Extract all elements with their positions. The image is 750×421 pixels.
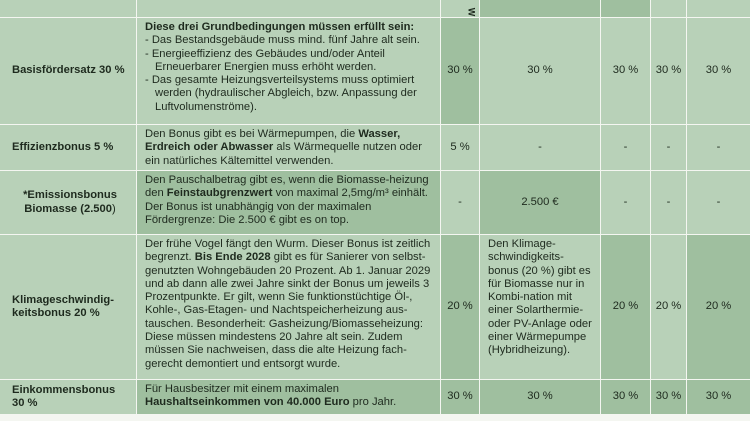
desc-text: als Wärmequelle nutzen oder ein natürliches Kältemittel verwenden. [145, 141, 422, 167]
value-cell: 30 % [601, 18, 650, 124]
value-cell: 30 % [480, 18, 600, 124]
row-label-text: Klimageschwindig-keitsbonus 20 % [12, 293, 114, 319]
value-cell: - [651, 171, 686, 234]
value-cell: 5 % [441, 125, 479, 170]
row-desc-effizienz [137, 125, 440, 170]
desc-text: Den Bonus gibt es bei Wärmepumpen, die [145, 128, 359, 140]
row-label-text: *Emissionsbonus [23, 189, 117, 202]
row-desc-basis [137, 18, 440, 124]
desc-item: - Das Bestandsgebäude muss mind. fünf Jahre alt sein. [145, 34, 420, 47]
desc-title: Diese drei Grundbedingungen müssen erfüllt sein: [145, 21, 415, 33]
header-col-1: W [441, 0, 479, 17]
value-cell: 30 % [441, 380, 479, 414]
value-cell: - [601, 171, 650, 234]
header-label-cell [0, 0, 136, 17]
value-cell: 30 % [601, 380, 650, 414]
value-cell: 30 % [651, 18, 686, 124]
value-cell: 30 % [651, 380, 686, 414]
value-cell: Den Klimage-schwindigkeits-bonus (20 %) gibt es für Biomasse nur in Kombi-nation mit einer Solarthermie- oder PV-Anlage oder einer Wärmepumpe (Hybridheizung). [480, 235, 600, 379]
header-col-5 [687, 0, 750, 17]
value-cell: 20 % [601, 235, 650, 379]
desc-item: - Das gesamte Heizungsverteilsystems muss optimiert werden (hydraulischer Abgleich, bzw. Anpassung der Luftvolumenströme). [145, 74, 417, 113]
header-col-2 [480, 0, 600, 17]
desc-text: Der frühe Vogel fängt den Wurm. Dieser Bonus ist zeitlich begrenzt. [145, 238, 431, 264]
value-cell: 20 % [687, 235, 750, 379]
header-desc-cell [137, 0, 440, 17]
row-label-emission [0, 171, 136, 234]
value-cell: 20 % [441, 235, 479, 379]
value-cell: - [480, 125, 600, 170]
row-label-text: Basisfördersatz 30 % [12, 64, 125, 77]
value-cell: 20 % [651, 235, 686, 379]
row-label-klima [0, 235, 136, 379]
desc-text: von maximal 2,5mg/m³ einhält. Der Bonus ist unabhängig von der maximalen Fördergrenze: Die 2.500 € gibt es on top. [145, 187, 428, 226]
value-cell: 30 % [687, 380, 750, 414]
header-col-4 [651, 0, 686, 17]
desc-item: - Energieeffizienz des Gebäudes und/oder Anteil Erneuerbarer Energien muss erhöht werden. [145, 47, 385, 73]
desc-text: Für Hausbesitzer mit einem maximalen [145, 383, 339, 395]
value-cell: 30 % [687, 18, 750, 124]
row-label-einkommen [0, 380, 136, 414]
row-desc-emission [137, 171, 440, 234]
row-label-effizienz [0, 125, 136, 170]
desc-highlight: Haushaltseinkommen von 40.000 Euro [145, 396, 350, 409]
value-cell: - [651, 125, 686, 170]
value-cell: - [601, 125, 650, 170]
value-cell: - [441, 171, 479, 234]
row-label-basis [0, 18, 136, 124]
row-desc-klima [137, 235, 440, 379]
row-label-text: ) [111, 202, 116, 215]
value-cell: - [687, 171, 750, 234]
header-col-3 [601, 0, 650, 17]
value-cell: 2.500 € [480, 171, 600, 234]
row-label-text: Einkommensbonus 30 % [12, 383, 116, 409]
desc-highlight: Feinstaubgrenzwert [166, 187, 273, 200]
row-label-text: Effizienzbonus 5 % [12, 140, 114, 153]
desc-highlight: Wasser, Erdreich oder Abwasser [145, 128, 401, 154]
value-cell: 30 % [441, 18, 479, 124]
row-desc-einkommen [137, 380, 440, 414]
desc-highlight: Bis Ende 2028 [194, 251, 271, 264]
desc-text: gibt es für Sanierer von selbst-genutzten Wohngebäuden 20 Prozent. Ab 1. Januar 2029 und ab dann alle zwei Jahre sinkt der Bonus um jeweils 3 Prozentpunkte. Er gilt, wenn Sie funktionstüchtige Öl-, Kohle-, Gas-Etagen- und Nachtspeicherheizung aus-tauschen. Besonderheit: Gasheizung/Biomasseheizung: Diese müssen mindestens 20 Jahre alt sein. Zudem müssen Sie nachweisen, dass die alte Heizung fach-gerecht demontiert und entsorgt wurde. [145, 251, 431, 370]
desc-text: Den Pauschalbetrag gibt es, wenn die Biomasse-heizung den [145, 174, 429, 200]
value-cell: 30 % [480, 380, 600, 414]
desc-text: pro Jahr. [349, 396, 397, 409]
value-cell: - [687, 125, 750, 170]
row-label-text: Biomasse (2.500 [24, 202, 112, 215]
